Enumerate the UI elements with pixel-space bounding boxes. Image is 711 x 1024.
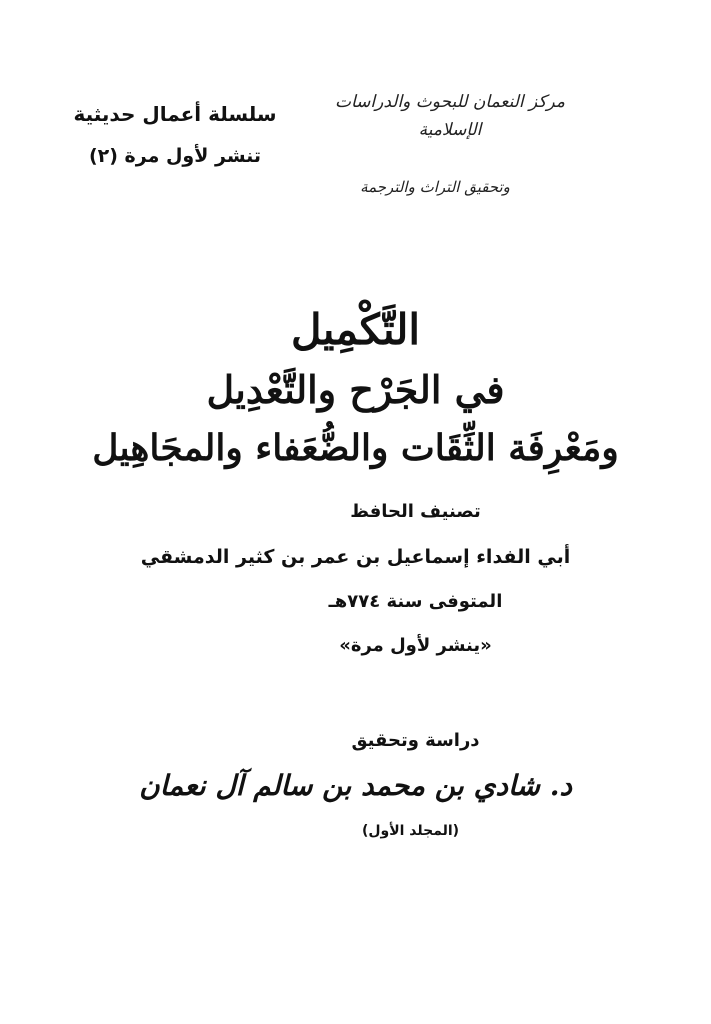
study-and-edit-label: دراسة وتحقيق — [351, 730, 480, 751]
publisher-name-line2: وتحقيق التراث والترجمة — [360, 178, 510, 196]
publisher-name-line1: مركز النعمان للبحوث والدراسات الإسلامية — [335, 92, 565, 140]
book-title-line3: ومَعْرِفَة الثِّقَات والضُّعَفاء والمجَاهِيل — [92, 427, 619, 469]
series-header — [70, 96, 280, 174]
series-name: سلسلة أعمال حديثية — [73, 102, 277, 126]
author-death-date: المتوفى سنة ٧٧٤هـ — [328, 591, 503, 612]
compiled-by-label: تصنيف الحافظ — [350, 501, 481, 522]
publisher-header — [330, 88, 570, 200]
author-name: أبي الفداء إسماعيل بن عمر بن كثير الدمشقي — [140, 546, 571, 568]
book-title-line2: في الجَرْح والتَّعْدِيل — [206, 367, 505, 412]
editor-name: د. شادي بن محمد بن سالم آل نعمان — [139, 769, 572, 802]
first-publication-note: «ينشر لأول مرة» — [339, 635, 492, 656]
book-title-line1: التَّكْمِيل — [290, 305, 421, 354]
series-number: تنشر لأول مرة (٢) — [88, 145, 262, 167]
volume-label: (المجلد الأول) — [361, 823, 460, 839]
